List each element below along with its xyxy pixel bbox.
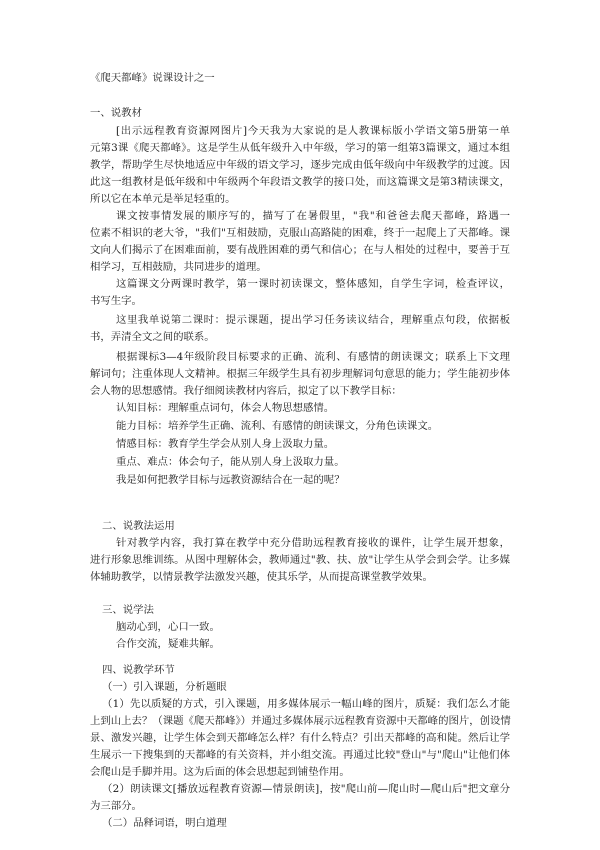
document-line: （2）朗读课文[播放远程教育资源—情景朗读]，按"爬山前—爬山时—爬山后"把文章分 <box>102 783 510 795</box>
document-line: 重点、难点：体会句子，能从别人身上汲取力量。 <box>116 456 345 468</box>
document-line: 此这一组教材是低年级和中年级两个年段语文教学的接口处，而这篇课文是第3精读课文， <box>90 176 510 188</box>
document-title: 《爬天都峰》说课设计之一 <box>90 72 215 84</box>
document-line: 所以它在本单元是举足轻重的。 <box>90 193 236 205</box>
document-line: [出示远程教育资源网图片]今天我为大家说的是人教课标版小学语文第5册第一单 <box>116 125 510 137</box>
document-line: 根据课标3—4年级阶段目标要求的正确、流利、有感情的朗读课文；联系上下文理 <box>116 351 510 363</box>
document-line: （二）品释词语，明白道理 <box>102 817 227 829</box>
document-line: 针对教学内容，我打算在教学中充分借助远程教育接收的课件，让学生展开想象， <box>116 537 510 549</box>
document-line: 这里我单说第二课时：提示课题，提出学习任务读议结合，理解重点句段，依据板 <box>116 314 510 326</box>
document-line: 我是如何把教学目标与远教资源结合在一起的呢？ <box>116 474 345 486</box>
document-line: 二、说教法运用 <box>102 520 175 532</box>
document-line: 文向人们揭示了在困难面前，要有战胜困难的勇气和信心；在与人相处的过程中，要善于互 <box>90 244 510 256</box>
document-line: 合作交流，疑难共解。 <box>116 638 220 650</box>
document-line: 生展示一下搜集到的天都峰的有关资料，并小组交流。再通过比较"登山"与"爬山"让他们体 <box>90 749 510 761</box>
document-line: 情感目标：教育学生学会从别人身上汲取力量。 <box>116 438 335 450</box>
document-line: 教学，帮助学生尽快地适应中年级的语文学习，逐步完成由低年级向中年级教学的过渡。因 <box>90 159 510 171</box>
document-line: 书写生字。 <box>90 295 142 307</box>
document-line: 认知目标：理解重点词句，体会人物思想感情。 <box>116 402 335 414</box>
document-line: 体辅助教学，以情景教学法激发兴趣，使其乐学，从而提高课堂教学效果。 <box>90 571 433 583</box>
document-line: 这篇课文分两课时教学，第一课时初读课文，整体感知，自学生字词，检查评议， <box>116 278 510 290</box>
document-line: 会爬山是手脚并用。这为后面的体会思想起到铺垫作用。 <box>90 766 350 778</box>
document-line: 位素不相识的老大爷，"我们"互相鼓励，克服山高路陡的困难，终于一起爬上了天都峰。课 <box>90 227 510 239</box>
document-line: 景、激发兴趣，让学生体会到天都峰怎么样？有什么特点？引出天都峰的高和陡。然后让学 <box>90 732 510 744</box>
document-line: 为三部分。 <box>90 800 142 812</box>
document-line: 书，弄清全文之间的联系。 <box>90 331 215 343</box>
document-line: 进行形象思维训练。从图中理解体会，教师通过"教、扶、放"让学生从学会到会学。让多媒 <box>90 554 510 566</box>
document-line: 一、说教材 <box>90 107 142 119</box>
document-line: 课文按事情发展的顺序写的，描写了在暑假里，"我"和爸爸去爬天都峰，路遇一 <box>116 210 510 222</box>
document-line: 解词句；注重体现人文精神。根据三年级学生具有初步理解词句意思的能力；学生能初步体 <box>90 368 510 380</box>
document-line: 三、说学法 <box>102 604 154 616</box>
document-line: （1）先以质疑的方式，引入课题，用多媒体展示一幅山峰的图片，质疑：我们怎么才能 <box>102 698 510 710</box>
document-line: 能力目标：培养学生正确、流利、有感情的朗读课文，分角色读课文。 <box>116 420 439 432</box>
document-line: 四、说教学环节 <box>102 664 175 676</box>
document-line: 上到山上去？（课题《爬天都峰》）并通过多媒体展示远程教育资源中天都峰的图片，创设情 <box>90 715 511 727</box>
document-line: 元第3课《爬天都峰》。这是学生从低年级升入中年级，学习的第一组第3篇课文，通过本组 <box>90 142 510 154</box>
document-line: 脑动心到，心口一致。 <box>116 621 220 633</box>
document-line: 相学习，互相鼓励，共同进步的道理。 <box>90 261 267 273</box>
document-line: （一）引入课题，分析题眼 <box>102 681 227 693</box>
document-line: 会人物的思想感情。我仔细阅读教材内容后，拟定了以下教学目标： <box>90 385 402 397</box>
